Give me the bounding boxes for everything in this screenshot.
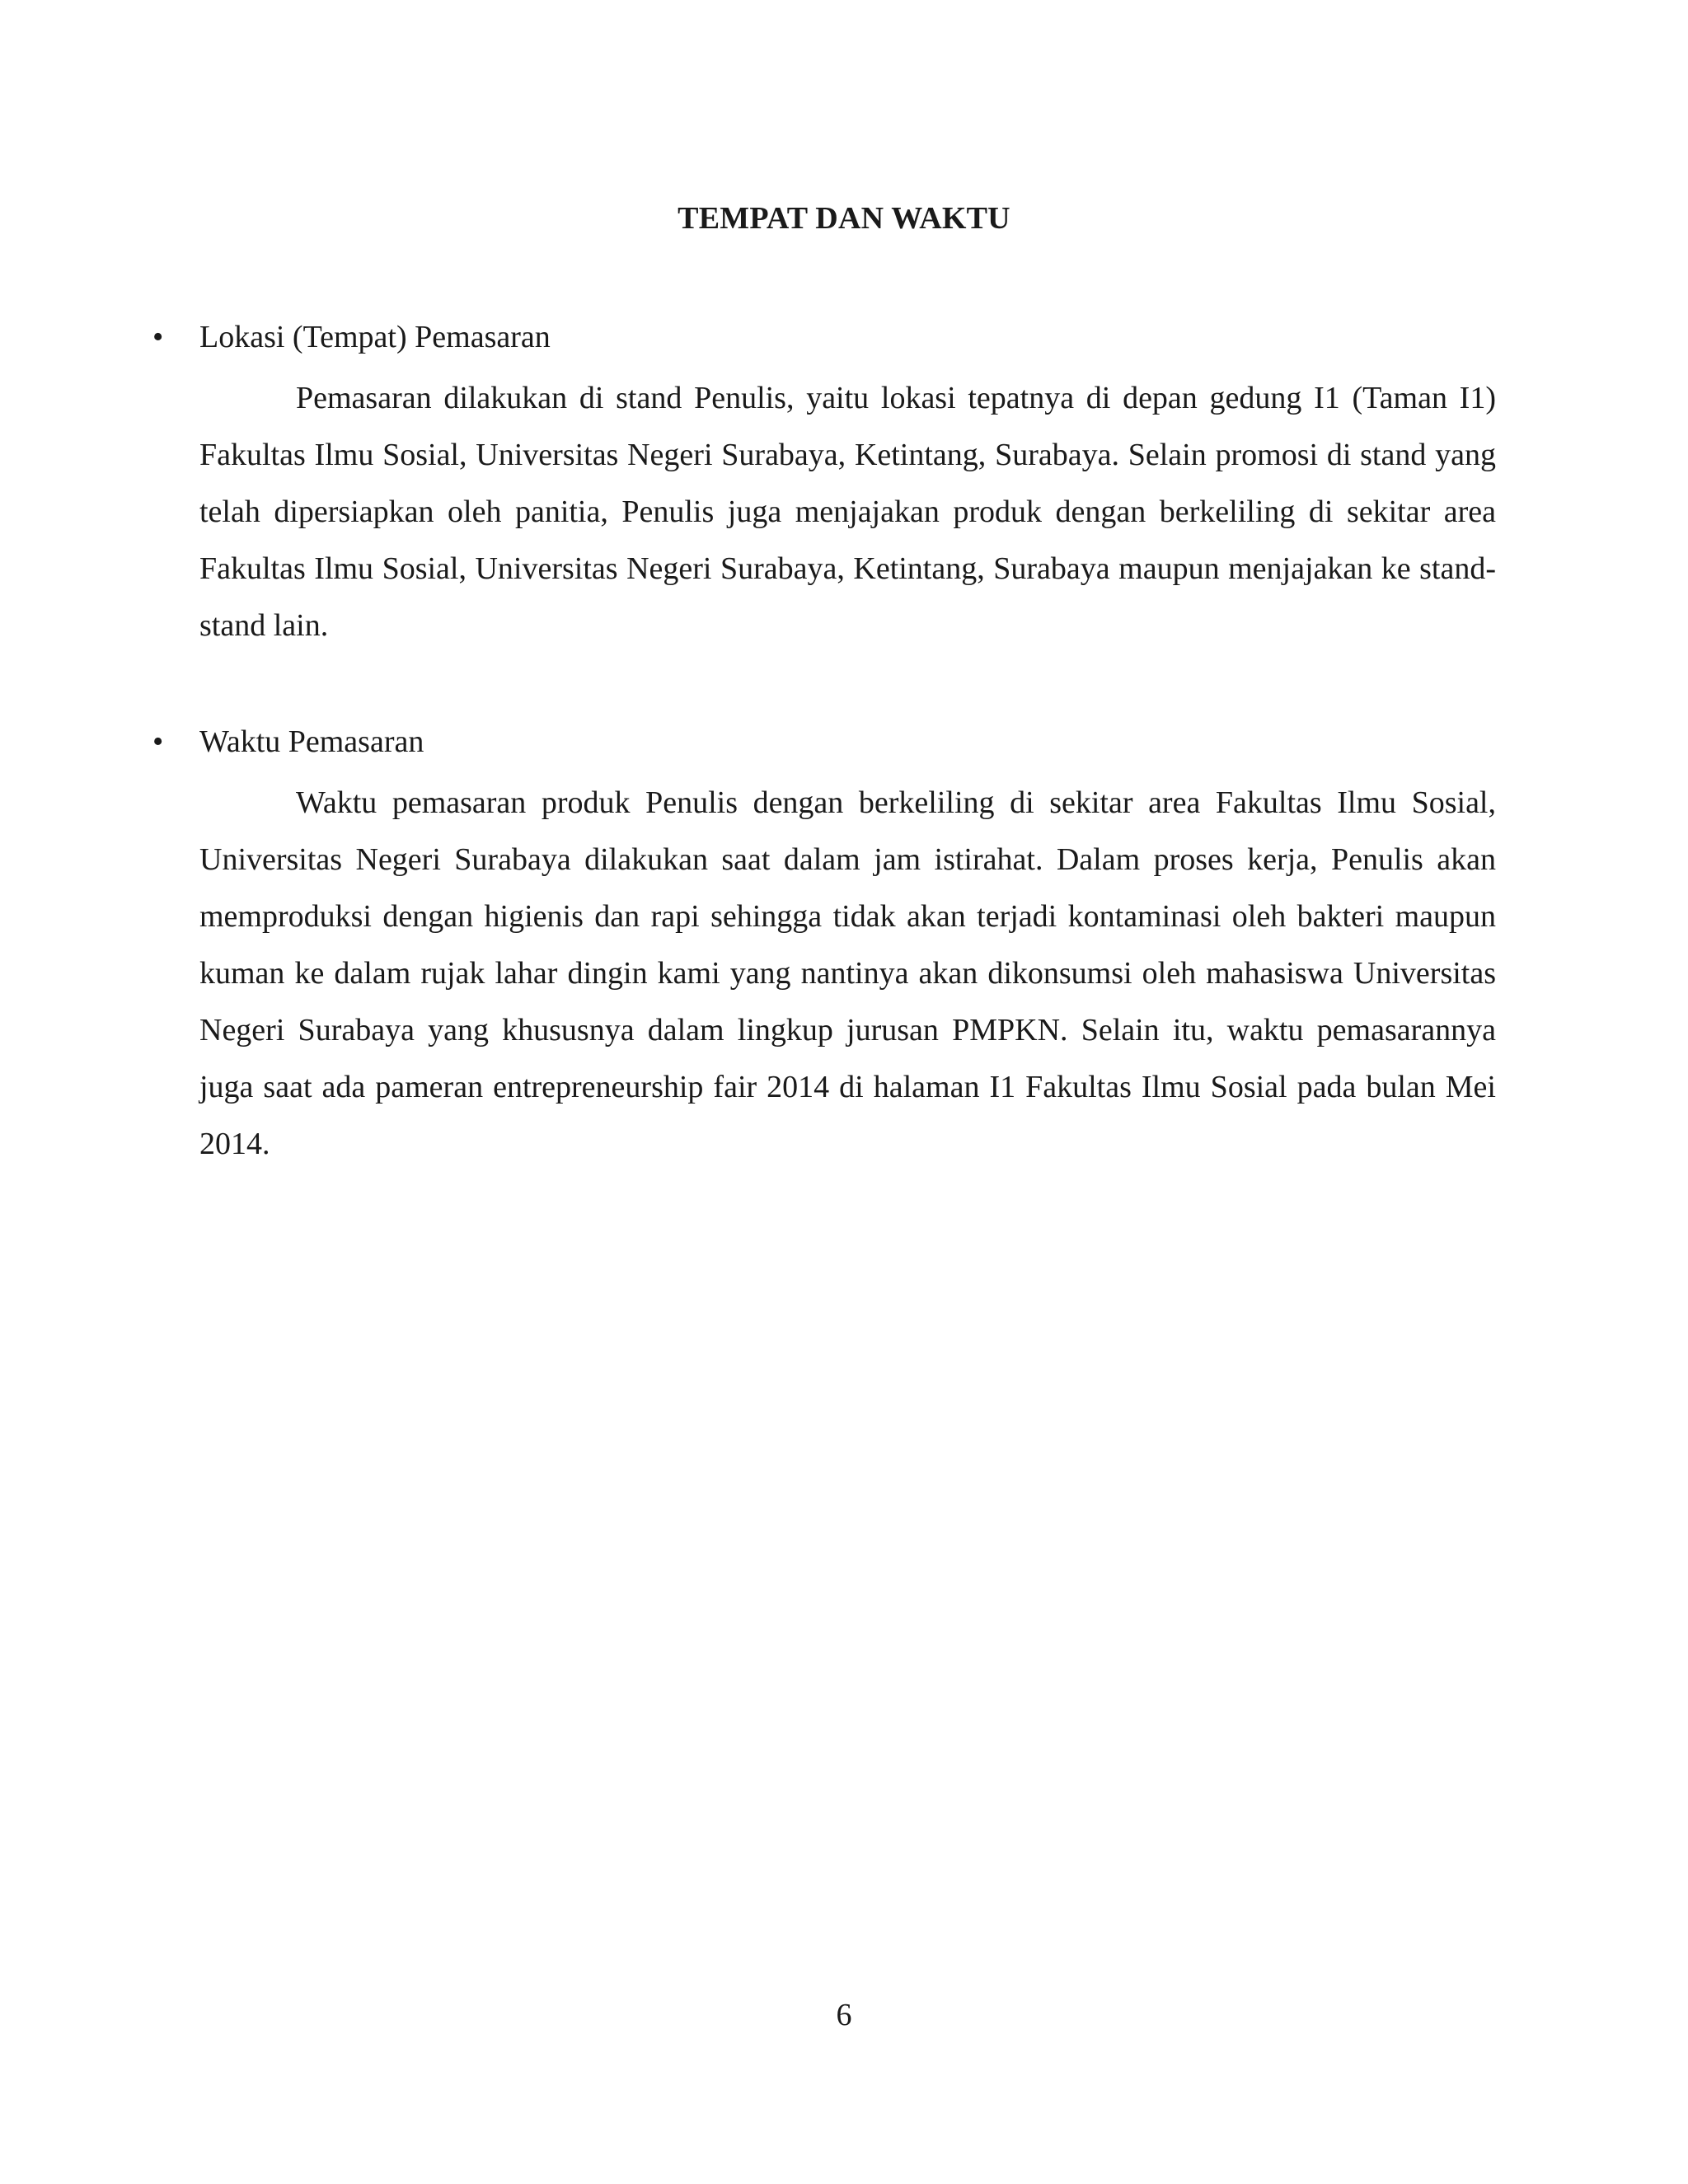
- section-heading: Waktu Pemasaran: [199, 724, 424, 759]
- section-lokasi: [152, 314, 1496, 654]
- section-paragraph: Pemasaran dilakukan di stand Penulis, yaitu lokasi tepatnya di depan gedung I1 (Taman I1) Fakultas Ilmu Sosial, Universitas Negeri Surabaya, Ketintang, Surabaya. Selain promosi di stand yang telah dipersiapkan oleh panitia, Penulis juga menjajakan produk dengan berkeliling di sekitar area Fakultas Ilmu Sosial, Universitas Negeri Surabaya, Ketintang, Surabaya maupun menjajakan ke stand-stand lain.: [199, 381, 1496, 643]
- section-paragraph: Waktu pemasaran produk Penulis dengan berkeliling di sekitar area Fakultas Ilmu Sosial, Universitas Negeri Surabaya dilakukan saat dalam jam istirahat. Dalam proses kerja, Penulis akan memproduksi dengan higienis dan rapi sehingga tidak akan terjadi kontaminasi oleh bakteri maupun kuman ke dalam rujak lahar dingin kami yang nantinya akan dikonsumsi oleh mahasiswa Universitas Negeri Surabaya yang khususnya dalam lingkup jurusan PMPKN. Selain itu, waktu pemasarannya juga saat ada pameran entrepreneurship fair 2014 di halaman I1 Fakultas Ilmu Sosial pada bulan Mei 2014.: [199, 785, 1496, 1161]
- section-waktu: [152, 719, 1496, 1173]
- bullet-item-lokasi: [152, 314, 1496, 360]
- bullet-icon: •: [152, 724, 164, 759]
- page-title: TEMPAT DAN WAKTU: [678, 201, 1010, 236]
- page-number: 6: [836, 1998, 852, 2032]
- section-heading: Lokasi (Tempat) Pemasaran: [199, 320, 551, 354]
- bullet-icon: •: [152, 320, 164, 354]
- bullet-item-waktu: [152, 719, 1496, 765]
